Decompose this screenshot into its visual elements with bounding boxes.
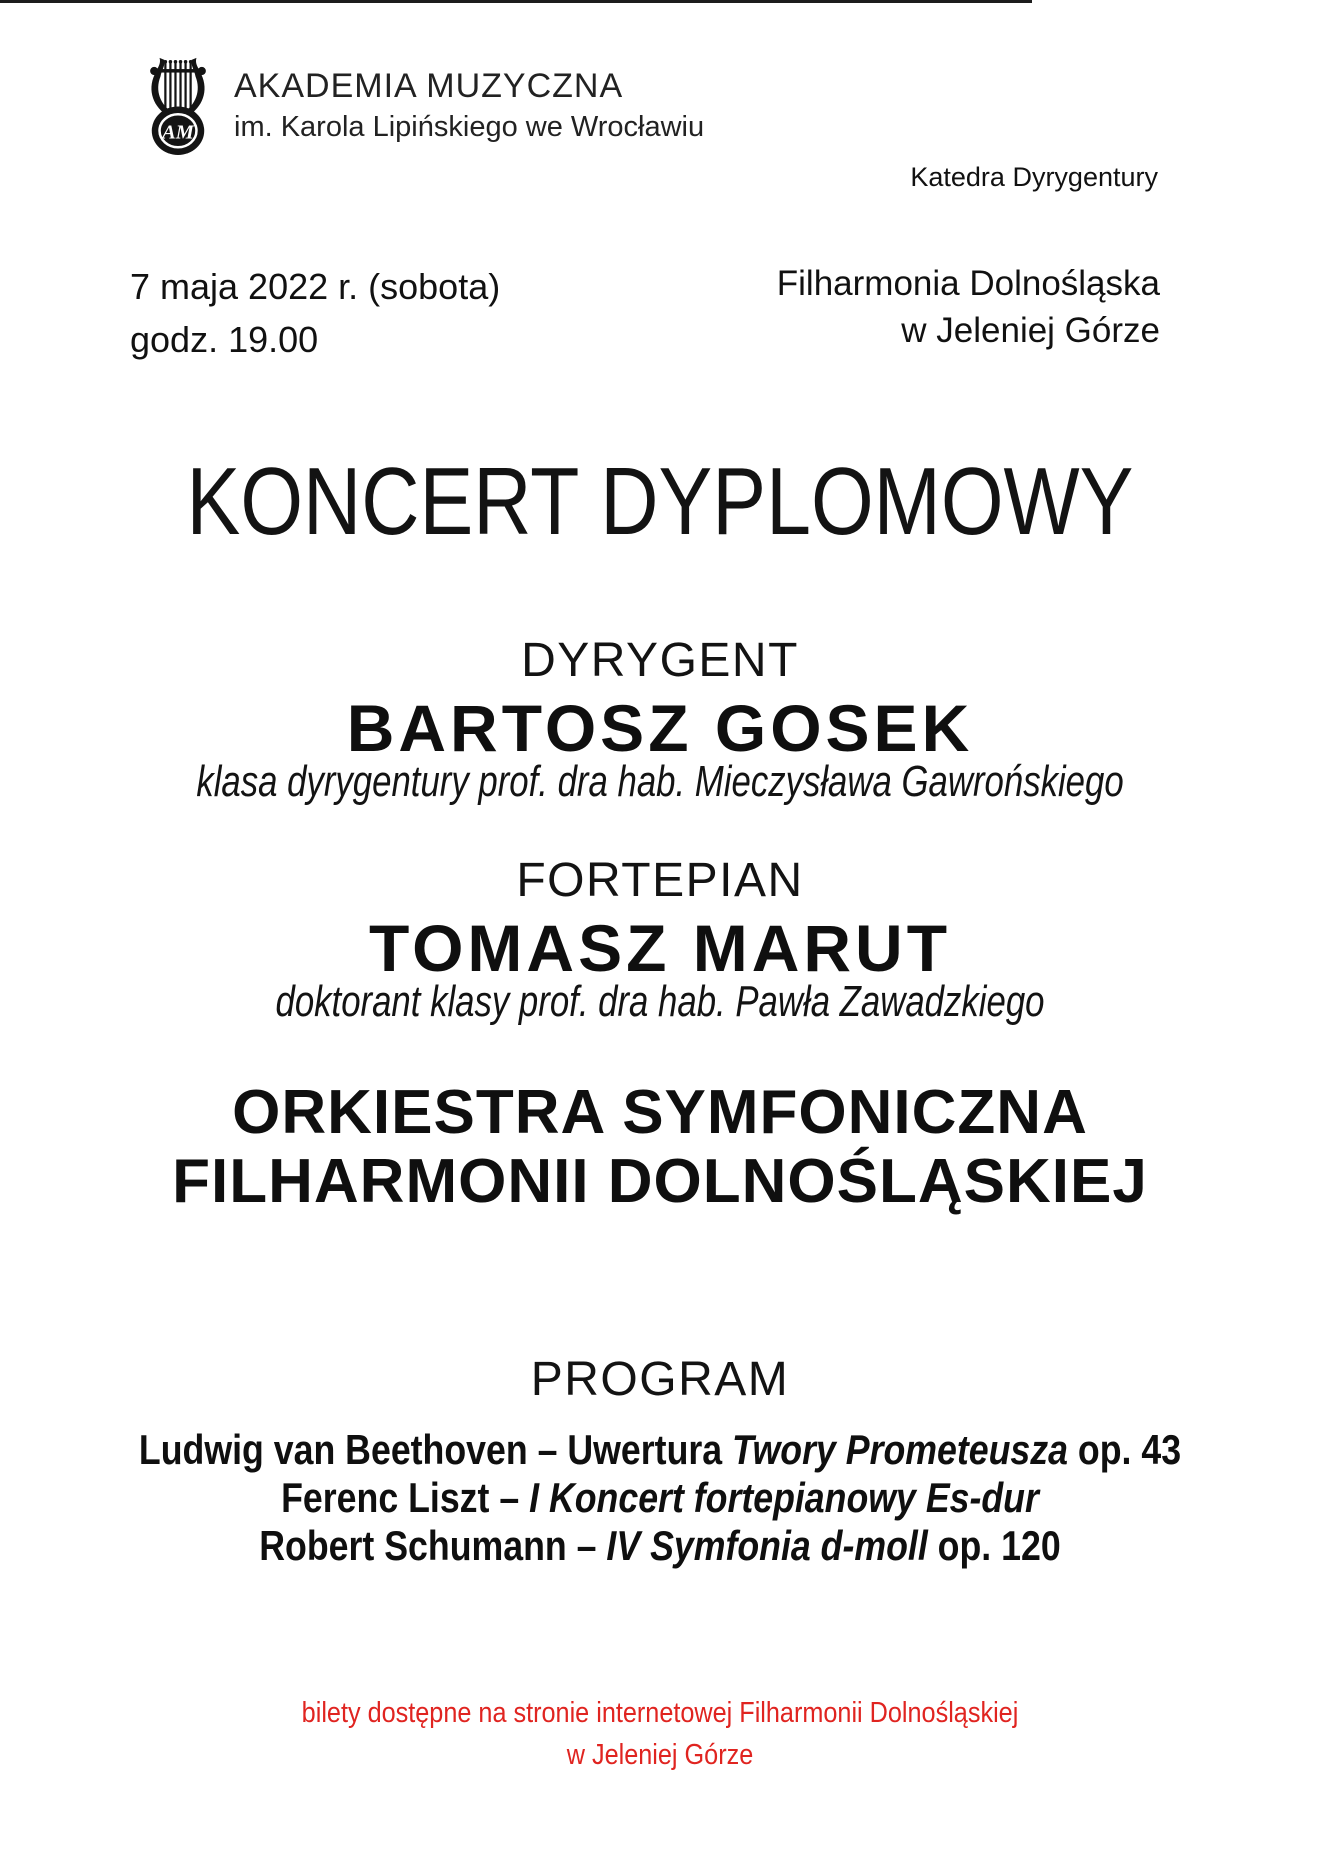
program-item-composer: Ferenc Liszt –	[281, 1474, 530, 1521]
pianist-role-label: FORTEPIAN	[516, 854, 804, 907]
event-datetime	[130, 260, 500, 366]
conductor-role-label: DYRYGENT	[521, 634, 799, 687]
program-item-composer: Robert Schumann –	[259, 1522, 607, 1569]
conductor-name: BARTOSZ GOSEK	[346, 691, 974, 765]
poster-title: KONCERT DYPLOMOWY	[186, 448, 1134, 555]
program-item-work-title: I Koncert fortepianowy Es-dur	[529, 1474, 1039, 1521]
venue-line-2: w Jeleniej Górze	[901, 311, 1160, 350]
program-item	[99, 1474, 1221, 1522]
program-heading: PROGRAM	[530, 1353, 790, 1406]
event-date: 7 maja 2022 r. (sobota)	[130, 266, 501, 307]
conductor-class-info: klasa dyrygentury prof. dra hab. Mieczysława Gawrońskiego	[196, 757, 1124, 806]
pianist-class-info: doktorant klasy prof. dra hab. Pawła Zawadzkiego	[275, 977, 1045, 1026]
program-item-opus: op. 120	[927, 1522, 1061, 1569]
program-item-work-title: Twory Prometeusza	[732, 1426, 1068, 1473]
program-list	[0, 1426, 1320, 1570]
program-item	[99, 1426, 1221, 1474]
orchestra-name	[0, 1078, 1320, 1216]
tickets-note-line-2: w Jeleniej Górze	[566, 1739, 754, 1771]
event-time: godz. 19.00	[130, 319, 319, 360]
program-item-work-title: IV Symfonia d-moll	[606, 1522, 928, 1569]
horizontal-rule	[0, 0, 1032, 3]
brand-name: AKADEMIA MUZYCZNA	[234, 67, 624, 105]
pianist-name: TOMASZ MARUT	[368, 911, 952, 985]
tickets-note-line-1: bilety dostępne na stronie internetowej Filharmonii Dolnośląskiej	[301, 1697, 1019, 1729]
orchestra-line-1: ORKIESTRA SYMFONICZNA	[232, 1078, 1088, 1147]
lyre-am-monogram-icon	[138, 54, 218, 156]
department-label: Katedra Dyrygentury	[910, 162, 1158, 192]
logo-monogram-text: AM	[162, 121, 194, 144]
program-item-opus: op. 43	[1068, 1426, 1182, 1473]
program-item	[99, 1522, 1221, 1570]
brand-block	[234, 66, 704, 146]
orchestra-line-2: FILHARMONII DOLNOŚLĄSKIEJ	[172, 1147, 1148, 1216]
program-item-composer: Ludwig van Beethoven – Uwertura	[138, 1426, 733, 1473]
event-info-row	[130, 260, 1160, 366]
venue-line-1: Filharmonia Dolnośląska	[776, 264, 1160, 303]
brand-subtitle: im. Karola Lipińskiego we Wrocławiu	[234, 111, 705, 143]
tickets-note	[0, 1692, 1320, 1776]
event-venue	[777, 260, 1160, 354]
